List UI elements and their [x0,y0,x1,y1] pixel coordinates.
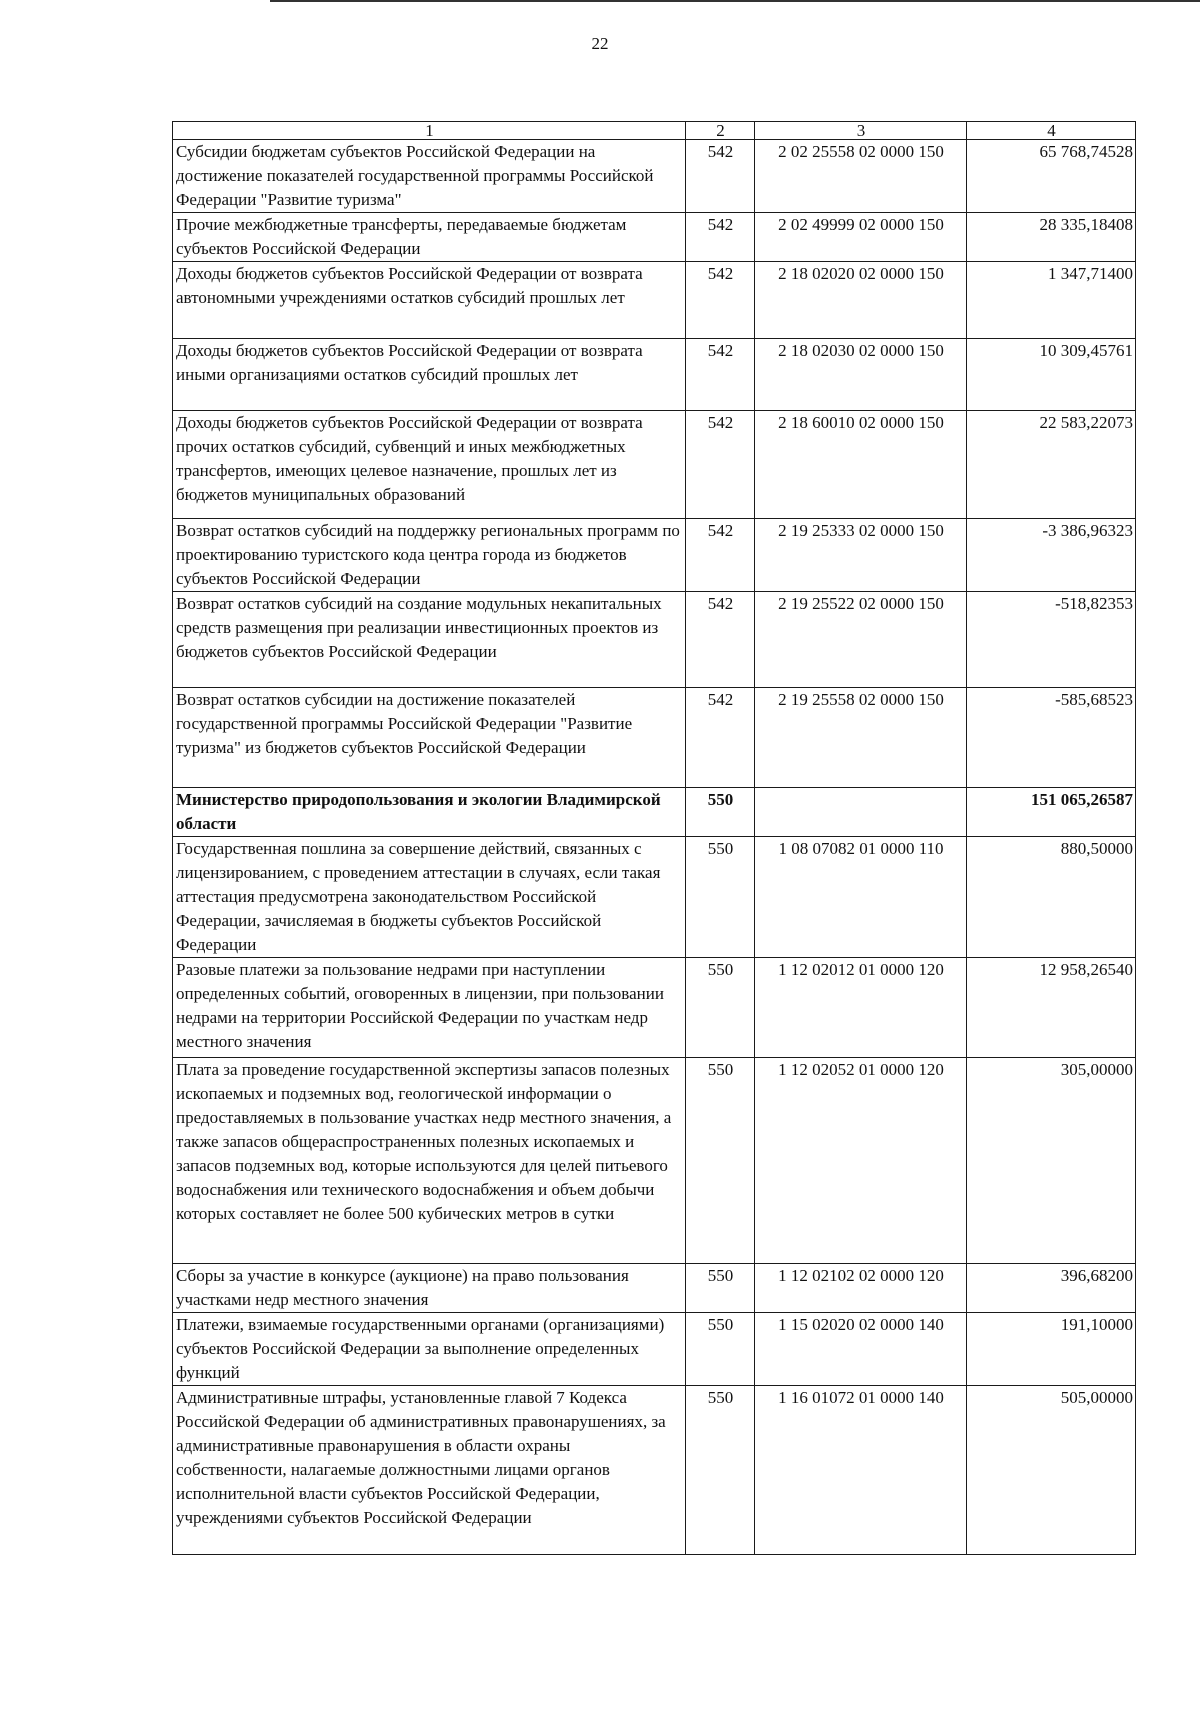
table-header-row [173,122,1136,140]
row-admin-code-cell: 550 [686,837,755,958]
table-row [173,958,1136,1058]
row-admin-code-cell: 550 [686,1058,755,1264]
table-row [173,1313,1136,1386]
row-name-cell: Государственная пошлина за совершение действий, связанных с лицензированием, с проведением аттестации в случаях, если такая аттестация предусмотрена законодательством Российской Федерации, зачисляемая в бюджеты субъектов Российской Федерации [173,837,686,958]
row-amount-cell: 191,10000 [967,1313,1136,1386]
row-name-cell: Доходы бюджетов субъектов Российской Федерации от возврата автономными учреждениями остатков субсидий прошлых лет [173,262,686,339]
row-amount-cell: -585,68523 [967,688,1136,788]
row-admin-code-cell: 542 [686,262,755,339]
table-row [173,262,1136,339]
row-amount-cell: 10 309,45761 [967,339,1136,411]
row-budget-code-cell: 1 12 02012 01 0000 120 [755,958,967,1058]
table-row [173,1264,1136,1313]
table-row [173,339,1136,411]
row-amount-cell: 396,68200 [967,1264,1136,1313]
row-amount-cell: 65 768,74528 [967,140,1136,213]
row-budget-code-cell: 1 16 01072 01 0000 140 [755,1386,967,1555]
row-amount-cell: 505,00000 [967,1386,1136,1555]
row-budget-code-cell: 2 18 02020 02 0000 150 [755,262,967,339]
row-admin-code-cell: 550 [686,1264,755,1313]
page-number: 22 [591,34,609,53]
row-amount-cell: 1 347,71400 [967,262,1136,339]
row-budget-code-cell: 1 15 02020 02 0000 140 [755,1313,967,1386]
row-amount-cell: 880,50000 [967,837,1136,958]
row-budget-code-cell: 2 02 25558 02 0000 150 [755,140,967,213]
row-amount-cell: 12 958,26540 [967,958,1136,1058]
row-name-cell: Доходы бюджетов субъектов Российской Федерации от возврата иными организациями остатков субсидий прошлых лет [173,339,686,411]
table-row [173,688,1136,788]
row-name-cell: Сборы за участие в конкурсе (аукционе) на право пользования участками недр местного значения [173,1264,686,1313]
row-budget-code-cell: 1 12 02102 02 0000 120 [755,1264,967,1313]
row-name-cell: Разовые платежи за пользование недрами при наступлении определенных событий, оговоренных в лицензии, при пользовании недрами на территории Российской Федерации по участкам недр местного значения [173,958,686,1058]
table-row [173,837,1136,958]
row-budget-code-cell: 2 02 49999 02 0000 150 [755,213,967,262]
row-name-cell: Платежи, взимаемые государственными органами (организациями) субъектов Российской Федерации за выполнение определенных функций [173,1313,686,1386]
row-amount-cell: 28 335,18408 [967,213,1136,262]
row-name-cell: Министерство природопользования и экологии Владимирской области [173,788,686,837]
row-admin-code-cell: 550 [686,958,755,1058]
row-admin-code-cell: 542 [686,411,755,519]
row-admin-code-cell: 542 [686,339,755,411]
table-row [173,1058,1136,1264]
row-name-cell: Доходы бюджетов субъектов Российской Федерации от возврата прочих остатков субсидий, субвенций и иных межбюджетных трансфертов, имеющих целевое назначение, прошлых лет из бюджетов муниципальных образований [173,411,686,519]
row-amount-cell: 22 583,22073 [967,411,1136,519]
header-col-3: 3 [755,122,967,140]
row-admin-code-cell: 550 [686,788,755,837]
table-row [173,788,1136,837]
row-budget-code-cell [755,788,967,837]
row-amount-cell: 151 065,26587 [967,788,1136,837]
row-name-cell: Возврат остатков субсидий на создание модульных некапитальных средств размещения при реализации инвестиционных проектов из бюджетов субъектов Российской Федерации [173,592,686,688]
row-budget-code-cell: 2 19 25333 02 0000 150 [755,519,967,592]
row-admin-code-cell: 542 [686,140,755,213]
row-amount-cell: -518,82353 [967,592,1136,688]
row-admin-code-cell: 550 [686,1313,755,1386]
row-name-cell: Субсидии бюджетам субъектов Российской Федерации на достижение показателей государственной программы Российской Федерации "Развитие туризма" [173,140,686,213]
row-admin-code-cell: 550 [686,1386,755,1555]
row-budget-code-cell: 2 18 02030 02 0000 150 [755,339,967,411]
row-name-cell: Возврат остатков субсидии на достижение показателей государственной программы Российской Федерации "Развитие туризма" из бюджетов субъектов Российской Федерации [173,688,686,788]
table-body [173,140,1136,1555]
table-row [173,1386,1136,1555]
row-amount-cell: -3 386,96323 [967,519,1136,592]
row-amount-cell: 305,00000 [967,1058,1136,1264]
row-name-cell: Прочие межбюджетные трансферты, передаваемые бюджетам субъектов Российской Федерации [173,213,686,262]
row-budget-code-cell: 1 08 07082 01 0000 110 [755,837,967,958]
header-col-2: 2 [686,122,755,140]
row-budget-code-cell: 1 12 02052 01 0000 120 [755,1058,967,1264]
table-row [173,411,1136,519]
header-col-1: 1 [173,122,686,140]
row-name-cell: Плата за проведение государственной экспертизы запасов полезных ископаемых и подземных вод, геологической информации о предоставляемых в пользование участках недр местного значения, а также запасов общераспространенных полезных ископаемых и запасов подземных вод, которые используются для целей питьевого водоснабжения или технического водоснабжения и объем добычи которых составляет не более 500 кубических метров в сутки [173,1058,686,1264]
scan-top-edge-line [270,0,1200,2]
table-row [173,213,1136,262]
row-admin-code-cell: 542 [686,213,755,262]
row-admin-code-cell: 542 [686,688,755,788]
row-budget-code-cell: 2 19 25558 02 0000 150 [755,688,967,788]
row-budget-code-cell: 2 18 60010 02 0000 150 [755,411,967,519]
header-col-4: 4 [967,122,1136,140]
table-row [173,519,1136,592]
row-admin-code-cell: 542 [686,592,755,688]
row-name-cell: Административные штрафы, установленные главой 7 Кодекса Российской Федерации об административных правонарушениях, за административные правонарушения в области охраны собственности, налагаемые должностными лицами органов исполнительной власти субъектов Российской Федерации, учреждениями субъектов Российской Федерации [173,1386,686,1555]
table-row [173,140,1136,213]
row-budget-code-cell: 2 19 25522 02 0000 150 [755,592,967,688]
row-admin-code-cell: 542 [686,519,755,592]
revenue-table [172,121,1136,1555]
row-name-cell: Возврат остатков субсидий на поддержку региональных программ по проектированию туристского кода центра города из бюджетов субъектов Российской Федерации [173,519,686,592]
table-row [173,592,1136,688]
